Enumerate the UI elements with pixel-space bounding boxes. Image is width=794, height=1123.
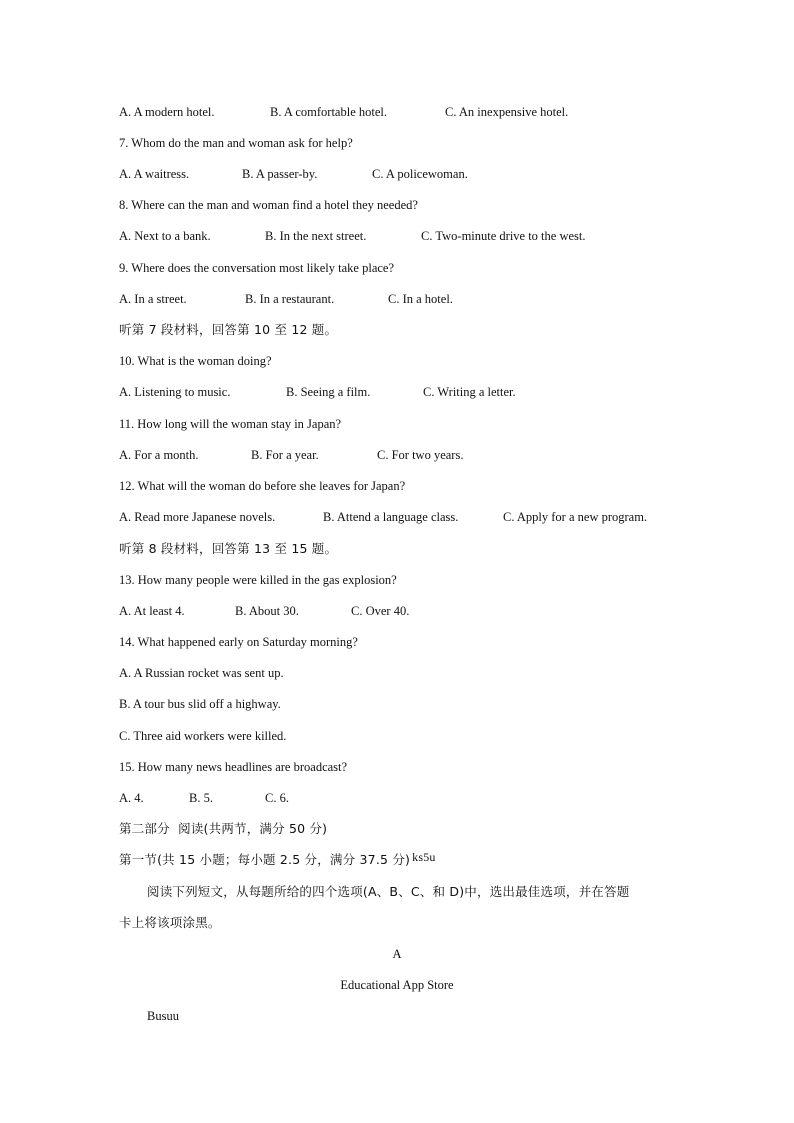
q10-option-a: A. Listening to music. — [119, 385, 231, 399]
q7-option-a: A. A waitress. — [119, 167, 190, 181]
q14-option-c: C. Three aid workers were killed. — [119, 729, 287, 743]
app-name: Busuu — [147, 1009, 179, 1023]
q8-stem: 8. Where can the man and woman find a hotel they needed? — [119, 198, 418, 212]
q13-option-b: B. About 30. — [235, 604, 299, 618]
q7-option-b: B. A passer-by. — [242, 167, 318, 181]
q8-option-c: C. Two-minute drive to the west. — [421, 229, 586, 243]
q14-stem: 14. What happened early on Saturday morning? — [119, 635, 358, 649]
q13-stem: 13. How many people were killed in the gas explosion? — [119, 573, 397, 587]
q12-option-c: C. Apply for a new program. — [503, 510, 648, 524]
passage-title: Educational App Store — [340, 978, 454, 992]
q9-option-a: A. In a street. — [119, 292, 187, 306]
q7-option-c: C. A policewoman. — [372, 167, 468, 181]
q11-option-b: B. For a year. — [251, 448, 319, 462]
passage-label: A — [392, 947, 402, 961]
q8-option-b: B. In the next street. — [265, 229, 367, 243]
q10-option-c: C. Writing a letter. — [423, 385, 516, 399]
q15-option-b: B. 5. — [189, 791, 213, 805]
q10-option-b: B. Seeing a film. — [286, 385, 371, 399]
q11-stem: 11. How long will the woman stay in Japan? — [119, 417, 342, 431]
q11-option-a: A. For a month. — [119, 448, 199, 462]
part-2-heading: 第二部分 阅读(共两节，满分 50 分) — [119, 821, 328, 836]
q11-option-c: C. For two years. — [377, 448, 464, 462]
q15-option-a: A. 4. — [119, 791, 144, 805]
section-1-text: 第一节(共 15 小题；每小题 2.5 分，满分 37.5 分) — [119, 852, 411, 867]
watermark-text: ks5u — [412, 850, 436, 864]
q10-stem: 10. What is the woman doing? — [119, 354, 272, 368]
section-8-heading: 听第 8 段材料，回答第 13 至 15 题。 — [119, 541, 338, 556]
q6-option-c: C. An inexpensive hotel. — [445, 105, 569, 119]
section-1-heading — [119, 852, 436, 868]
q14-option-b: B. A tour bus slid off a highway. — [119, 697, 281, 711]
q9-option-c: C. In a hotel. — [388, 292, 453, 306]
q6-option-b: B. A comfortable hotel. — [270, 105, 387, 119]
instruction-line-2: 卡上将该项涂黑。 — [119, 915, 221, 930]
section-7-heading: 听第 7 段材料，回答第 10 至 12 题。 — [119, 322, 338, 337]
q8-option-a: A. Next to a bank. — [119, 229, 211, 243]
q12-option-a: A. Read more Japanese novels. — [119, 510, 276, 524]
q7-stem: 7. Whom do the man and woman ask for help? — [119, 136, 353, 150]
q9-option-b: B. In a restaurant. — [245, 292, 335, 306]
q13-option-a: A. At least 4. — [119, 604, 185, 618]
q14-option-a: A. A Russian rocket was sent up. — [119, 666, 284, 680]
q12-stem: 12. What will the woman do before she leaves for Japan? — [119, 479, 406, 493]
q15-option-c: C. 6. — [265, 791, 289, 805]
q9-stem: 9. Where does the conversation most likely take place? — [119, 261, 395, 275]
instruction-line-1: 阅读下列短文，从每题所给的四个选项(A、B、C、和 D)中，选出最佳选项，并在答题 — [147, 884, 630, 899]
q15-stem: 15. How many news headlines are broadcast? — [119, 760, 348, 774]
q6-option-a: A. A modern hotel. — [119, 105, 215, 119]
q13-option-c: C. Over 40. — [351, 604, 410, 618]
q12-option-b: B. Attend a language class. — [323, 510, 459, 524]
